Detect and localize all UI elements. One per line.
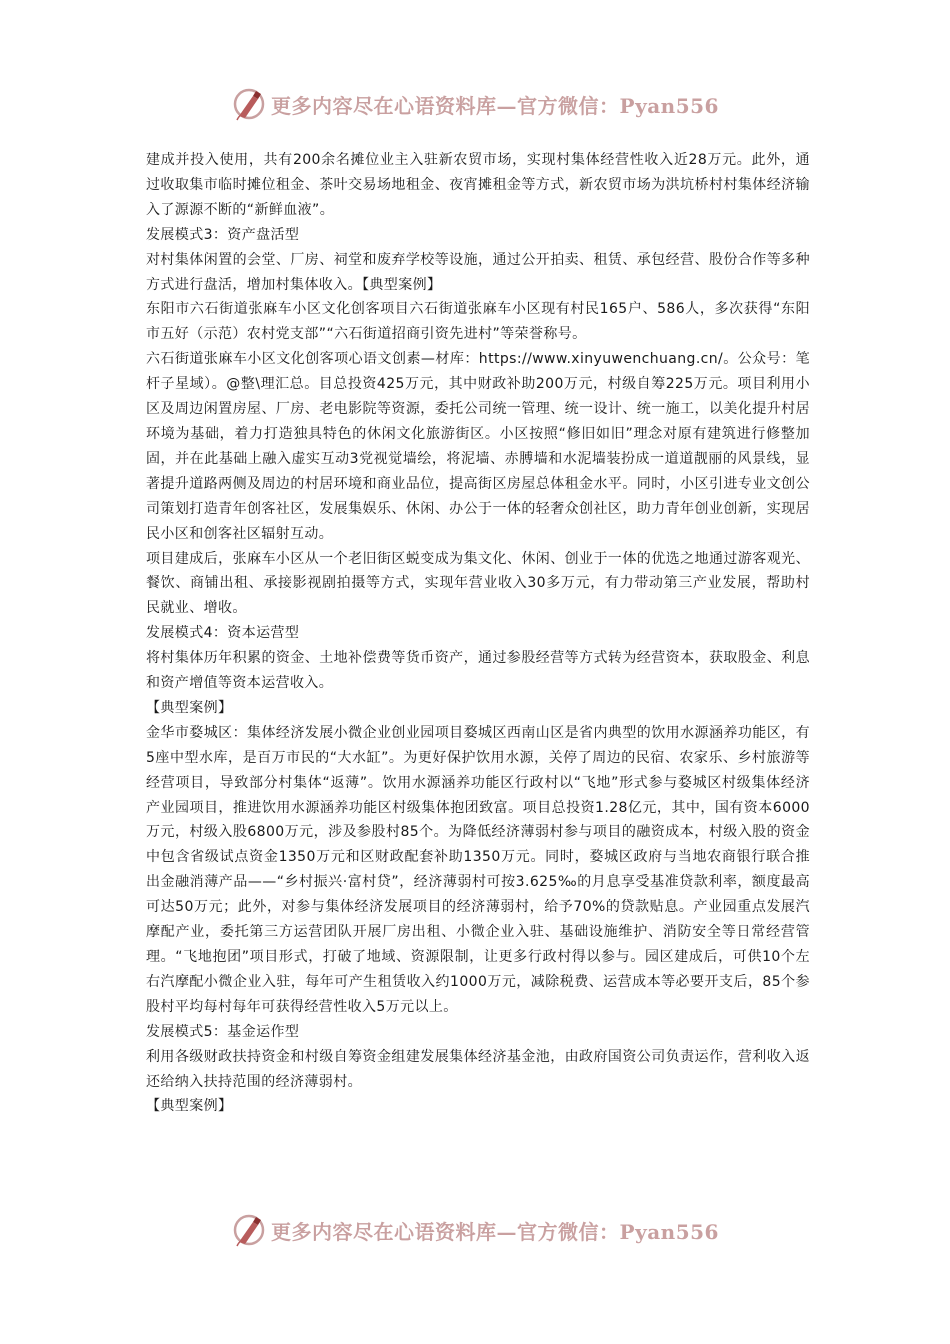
case-label: 【典型案例】 bbox=[146, 1098, 233, 1115]
case-label: 【典型案例】 bbox=[146, 699, 233, 716]
paragraph: 对村集体闲置的会堂、厂房、祠堂和废弃学校等设施，通过公开拍卖、租赁、承包经营、股份合作等多种方式进行盘活，增加村集体收入。【典型案例】 bbox=[146, 251, 810, 293]
paragraph: 建成并投入使用，共有200余名摊位业主入驻新农贸市场，实现村集体经营性收入近28万元。此外，通过收取集市临时摊位租金、茶叶交易场地租金、夜宵摊租金等方式，新农贸市场为洪坑桥村村集体经济输入了源源不断的“新鲜血液”。 bbox=[146, 152, 810, 218]
document-body bbox=[146, 148, 810, 1119]
watermark-text: 更多内容尽在心语资料库—官方微信：Pyan556 bbox=[271, 93, 719, 118]
paragraph: 六石街道张麻车小区文化创客项心语文创素—材库：https://www.xinyuwenchuang.cn/。公众号：笔杆子星域）。@整\理汇总。目总投资425万元，其中财政补助200万元，村级自筹225万元。项目利用小区及周边闲置房屋、厂房、老电影院等资源，委托公司统一管理、统一设计、统一施工，以美化提升村居环境为基础，着力打造独具特色的休闲文化旅游街区。小区按照“修旧如旧”理念对原有建筑进行修整加固，并在此基础上融入虚实互动3党视觉墙绘，将泥墙、赤膊墙和水泥墙装扮成一道道靓丽的风景线，显著提升道路两侧及周边的村居环境和商业品位，提高街区房屋总体租金水平。同时，小区引进专业文创公司策划打造青年创客社区，发展集娱乐、休闲、办公于一体的轻奢众创社区，助力青年创业创新，实现居民小区和创客社区辐射互动。 bbox=[146, 351, 810, 542]
section-heading: 发展模式4：资本运营型 bbox=[146, 625, 300, 642]
pen-writing-icon bbox=[231, 1212, 267, 1248]
pen-writing-icon bbox=[231, 86, 267, 122]
paragraph: 将村集体历年积累的资金、土地补偿费等货币资产，通过参股经营等方式转为经营资本，获取股金、利息和资产增值等资本运营收入。 bbox=[146, 650, 810, 692]
paragraph: 项目建成后，张麻车小区从一个老旧街区蜕变成为集文化、休闲、创业于一体的优选之地通过游客观光、餐饮、商铺出租、承接影视剧拍摄等方式，实现年营业收入30多万元，有力带动第三产业发展，帮助村民就业、增收。 bbox=[146, 550, 810, 617]
paragraph: 东阳市六石街道张麻车小区文化创客项目六石街道张麻车小区现有村民165户、586人，多次获得“东阳市五好（示范）农村党支部”“六石街道招商引资先进村”等荣誉称号。 bbox=[146, 301, 810, 343]
header-watermark-banner bbox=[0, 84, 950, 124]
watermark-text: 更多内容尽在心语资料库—官方微信：Pyan556 bbox=[271, 1219, 719, 1244]
footer-watermark-banner bbox=[0, 1210, 950, 1250]
section-heading: 发展模式3：资产盘活型 bbox=[146, 226, 300, 243]
section-heading: 发展模式5：基金运作型 bbox=[146, 1023, 300, 1040]
paragraph: 金华市婺城区：集体经济发展小微企业创业园项目婺城区西南山区是省内典型的饮用水源涵养功能区，有5座中型水库，是百万市民的“大水缸”。为更好保护饮用水源，关停了周边的民宿、农家乐、乡村旅游等经营项目，导致部分村集体“返薄”。饮用水源涵养功能区行政村以“飞地”形式参与婺城区村级集体经济产业园项目，推进饮用水源涵养功能区村级集体抱团致富。项目总投资1.28亿元，其中，国有资本6000万元，村级入股6800万元，涉及参股村85个。为降低经济薄弱村参与项目的融资成本，村级入股的资金中包含省级试点资金1350万元和区财政配套补助1350万元。同时，婺城区政府与当地农商银行联合推出金融消薄产品——“乡村振兴·富村贷”，经济薄弱村可按3.625‰的月息享受基准贷款利率，额度最高可达50万元；此外，对参与集体经济发展项目的经济薄弱村，给予70%的贷款贴息。产业园重点发展汽摩配产业，委托第三方运营团队开展厂房出租、小微企业入驻、基础设施维护、消防安全等日常经营管理。“飞地抱团”项目形式，打破了地域、资源限制，让更多行政村得以参与。园区建成后，可供10个左右汽摩配小微企业入驻，每年可产生租赁收入约1000万元，减除税费、运营成本等必要开支后，85个参股村平均每村每年可获得经营性收入5万元以上。 bbox=[146, 724, 810, 1015]
paragraph: 利用各级财政扶持资金和村级自筹资金组建发展集体经济基金池，由政府国资公司负责运作，营利收入返还给纳入扶持范围的经济薄弱村。 bbox=[146, 1048, 810, 1090]
